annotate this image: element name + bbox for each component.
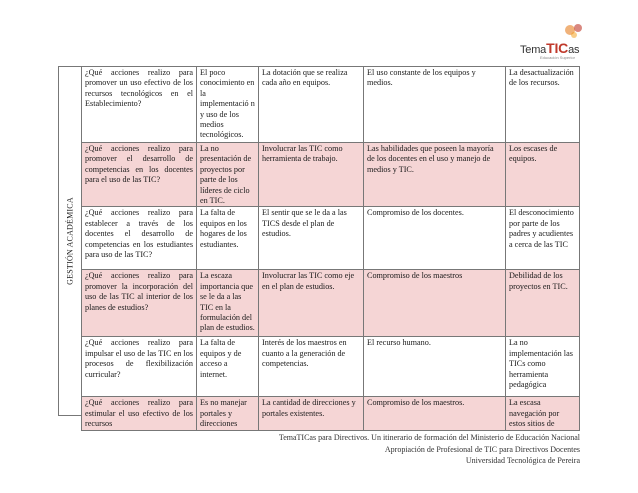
table-row <box>82 337 580 397</box>
table-row <box>82 270 580 337</box>
threat-cell: Debilidad de los proyectos en TIC. <box>506 270 580 337</box>
strength-cell: La cantidad de direcciones y portales existentes. <box>259 397 364 431</box>
threat-cell: La desactualización de los recursos. <box>506 67 580 143</box>
logo-tagline: Educación Superior <box>540 55 575 60</box>
weakness-cell: El poco conocimiento en la implementació n y uso de los medios tecnológicos. <box>197 67 259 143</box>
weakness-cell: La falta de equipos y de acceso a internet. <box>197 337 259 397</box>
strength-cell: Involucrar las TIC como eje en el plan de estudios. <box>259 270 364 337</box>
weakness-cell: Es no manejar portales y direcciones <box>197 397 259 431</box>
weakness-cell: La no presentación de proyectos por parte de los líderes de ciclo en TIC. <box>197 143 259 207</box>
question-cell: ¿Qué acciones realizo para estimular el uso efectivo de los recursos <box>82 397 197 431</box>
threat-cell: Los escases de equipos. <box>506 143 580 207</box>
section-label-cell <box>58 66 81 416</box>
table-row <box>82 207 580 270</box>
opportunity-cell: El uso constante de los equipos y medios. <box>364 67 506 143</box>
weakness-cell: La falta de equipos en los hogares de los estudiantes. <box>197 207 259 270</box>
table-row <box>82 67 580 143</box>
page-footer <box>279 432 580 467</box>
opportunity-cell: Compromiso de los docentes. <box>364 207 506 270</box>
strength-cell: El sentir que se le da a las TICS desde el plan de estudios. <box>259 207 364 270</box>
threat-cell: El desconocimiento por parte de los padres y acudientes a cerca de las TIC <box>506 207 580 270</box>
opportunity-cell: Compromiso de los maestros. <box>364 397 506 431</box>
opportunity-cell: El recurso humano. <box>364 337 506 397</box>
footer-line-3: Universidad Tecnológica de Pereira <box>465 456 580 465</box>
footer-line-1: TemaTICas para Directivos. Un itinerario de formación del Ministerio de Educación Nacional <box>278 433 580 442</box>
question-cell: ¿Qué acciones realizo para establecer a través de los docentes el desarrollo de competencias en los estudiantes para uso de las TIC? <box>82 207 197 270</box>
strength-cell: La dotación que se realiza cada año en equipos. <box>259 67 364 143</box>
table-row <box>82 143 580 207</box>
opportunity-cell: Compromiso de los maestros <box>364 270 506 337</box>
section-label: GESTIÓN ACADÉMICA <box>65 197 75 285</box>
question-cell: ¿Qué acciones realizo para promover el desarrollo de competencias en los docentes para el uso de las TIC? <box>82 143 197 207</box>
footer-line-2: Apropiación de Profesional de TIC para Directivos Docentes <box>384 444 580 454</box>
table-row <box>82 397 580 431</box>
threat-cell: La no implementación las TICs como herramienta pedagógica <box>506 337 580 397</box>
strength-cell: Involucrar las TIC como herramienta de trabajo. <box>259 143 364 207</box>
question-cell: ¿Qué acciones realizo para impulsar el uso de las TIC en los procesos de flexibilización curricular? <box>82 337 197 397</box>
opportunity-cell: Las habilidades que poseen la mayoría de los docentes en el uso y manejo de medios y TIC. <box>364 143 506 207</box>
strength-cell: Interés de los maestros en cuanto a la generación de competencias. <box>259 337 364 397</box>
question-cell: ¿Qué acciones realizo para promover un uso efectivo de los recursos tecnológicos en el Establecimiento? <box>82 67 197 143</box>
tematicas-logo <box>518 22 600 64</box>
weakness-cell: La escaza importancia que se le da a las TIC en la formulación del plan de estudios. <box>197 270 259 337</box>
threat-cell: La escasa navegación por estos sitios de <box>506 397 580 431</box>
question-cell: ¿Qué acciones realizo para promover la incorporación del uso de las TIC al interior de los planes de estudios? <box>82 270 197 337</box>
logo-wordmark: TemaTICas <box>520 40 580 56</box>
analysis-table <box>81 66 580 431</box>
